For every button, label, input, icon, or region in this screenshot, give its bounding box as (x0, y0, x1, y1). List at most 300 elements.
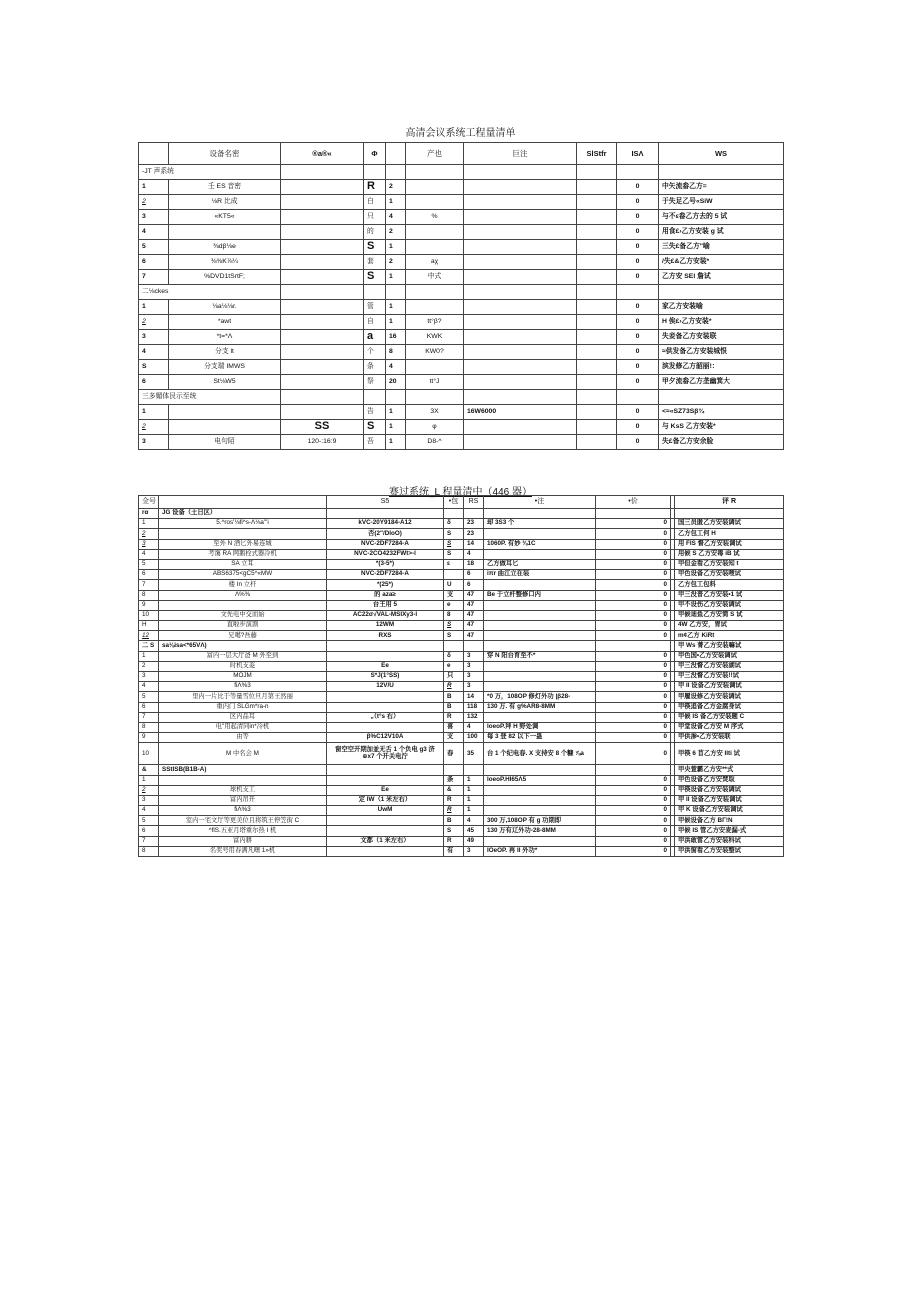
quantity: 3 (464, 682, 484, 692)
remark: 用 FIS 督乙方安装调试 (675, 539, 784, 549)
header-cell-no (139, 143, 169, 165)
row-number: 3 (139, 672, 159, 682)
table-row (139, 775, 784, 785)
quantity: 14 (464, 539, 484, 549)
device-model (281, 240, 364, 255)
note: 穿 N 阳台育至不* (484, 651, 596, 661)
remark: 甲洪窗看乙方安装整试 (675, 846, 784, 856)
table-row (139, 539, 784, 549)
header-cell: ISΛ (617, 143, 659, 165)
table-row (139, 375, 784, 390)
header-cell: •注 (484, 496, 596, 509)
table-row (139, 795, 784, 805)
row-number: 4 (139, 806, 159, 816)
device-model: NVC-2DF7284-A (327, 570, 444, 580)
unit: 条 (364, 360, 386, 375)
row-number: 6 (139, 570, 159, 580)
total: 0 (596, 692, 671, 702)
row-number: 8 (139, 722, 159, 732)
row-number: S (139, 360, 169, 375)
table-row (139, 225, 784, 240)
remark: m¢乙方 KiRt (675, 631, 784, 641)
device-name: 电句陌 (169, 435, 281, 450)
price (577, 210, 617, 225)
row-number: 6 (139, 826, 159, 836)
row-number: 4 (139, 682, 159, 692)
remark: 甲夕流畚乙方垄幽箕大 (659, 375, 784, 390)
device-name: St⅛W5 (169, 375, 281, 390)
row-number: 1 (139, 180, 169, 195)
unit: 8 (444, 610, 464, 620)
device-model (281, 300, 364, 315)
remark: 甲三没督乙方安装湖试 (675, 661, 784, 671)
table-row (139, 785, 784, 795)
device-model: 否(2"/DIoO) (327, 529, 444, 539)
device-model: β%C12V10A (327, 733, 444, 743)
quantity: 45 (464, 826, 484, 836)
total: 0 (596, 651, 671, 661)
empty-cell (281, 165, 364, 180)
note (484, 600, 596, 610)
device-name: 5.^ros'⅛fi^s-Λ⅛a"'i (159, 519, 327, 529)
unit: S (364, 420, 386, 435)
quantity: 1 (386, 300, 406, 315)
device-model (281, 375, 364, 390)
unit: 喜 (444, 722, 464, 732)
note (484, 785, 596, 795)
section-title: -JT 声系统 (139, 165, 281, 180)
table-row (139, 590, 784, 600)
remark: 甲 II 设备乙方安装调试 (675, 682, 784, 692)
table-row (139, 600, 784, 610)
device-model: NVC-2CO4232FWt>-l (327, 549, 444, 559)
device-model: SS (281, 420, 364, 435)
quantity: 3 (464, 651, 484, 661)
remark: 国三员匿乙方安装调试 (675, 519, 784, 529)
header-cell: 评 R (675, 496, 784, 509)
table-row (139, 610, 784, 620)
header-cell: Φ (364, 143, 386, 165)
remark: H 俟£›乙方安装* (659, 315, 784, 330)
note (464, 420, 577, 435)
brand: aχ (406, 255, 464, 270)
section-row (139, 765, 784, 775)
note (484, 580, 596, 590)
total: 0 (617, 330, 659, 345)
note (484, 672, 596, 682)
price (577, 300, 617, 315)
device-model: 文都（1 米左右） (327, 836, 444, 846)
row-number: 7 (139, 580, 159, 590)
quantity: 4 (464, 816, 484, 826)
device-name: 至外 N 酒匕外易连城 (159, 539, 327, 549)
device-name: 兄噶?吾藤 (159, 631, 327, 641)
unit: S (444, 549, 464, 559)
empty-cell (577, 390, 617, 405)
device-name: 里内一片比于等量雪位旦月第王然丽 (159, 692, 327, 702)
empty-cell (406, 285, 464, 300)
remark: 乙方包工包料 (675, 580, 784, 590)
unit: S (444, 631, 464, 641)
remark (675, 509, 784, 519)
remark: 甲色国•乙方安装调试 (675, 651, 784, 661)
total: 0 (617, 300, 659, 315)
remark: 失£备乙方安余脸 (659, 435, 784, 450)
device-model: UwM (327, 806, 444, 816)
device-model: 12WM (327, 621, 444, 631)
note (464, 315, 577, 330)
device-model (281, 210, 364, 225)
remark: 与 KsS 乙方安装* (659, 420, 784, 435)
device-model (281, 360, 364, 375)
quantity: 132 (464, 712, 484, 722)
quantity: 1 (386, 420, 406, 435)
unit: S (364, 240, 386, 255)
device-model (327, 775, 444, 785)
remark: 乙方包工何 H (675, 529, 784, 539)
note (484, 712, 596, 722)
unit: δ (444, 519, 464, 529)
device-name: 楼 In 立杆 (159, 580, 327, 590)
total: 0 (596, 785, 671, 795)
remark: 甲色设备乙方安焚取 (675, 775, 784, 785)
remark: 于失足乙号«SiW (659, 195, 784, 210)
row-number: 3 (139, 539, 159, 549)
quantity: 1 (386, 270, 406, 285)
device-name: 名奖号用春满凡曙 1»机 (159, 846, 327, 856)
table-row (139, 806, 784, 816)
total: 0 (617, 315, 659, 330)
device-name (159, 529, 327, 539)
quantity: 4 (386, 360, 406, 375)
table-row (139, 712, 784, 722)
unit: 个 (364, 345, 386, 360)
device-model (327, 816, 444, 826)
empty-cell (659, 165, 784, 180)
unit: δ (444, 651, 464, 661)
device-name: %DVD1tSrtF; (169, 270, 281, 285)
header-cell: RS (464, 496, 484, 509)
table-row (139, 360, 784, 375)
table-row (139, 420, 784, 435)
empty-cell (406, 390, 464, 405)
unit: 自 (364, 315, 386, 330)
remark: 甲候 IS 管乙方安麦漏-式 (675, 826, 784, 836)
device-name: ABS6375<gC5^«MW (159, 570, 327, 580)
quantity: 47 (464, 631, 484, 641)
section-title: 二⅛ckes (139, 285, 281, 300)
unit: 春 (444, 743, 464, 765)
unit: 条 (444, 775, 464, 785)
table-row (139, 661, 784, 671)
total: 0 (596, 519, 671, 529)
remark: 甲 Ws 菁乙方安装嘛试 (675, 641, 784, 651)
empty-cell (281, 285, 364, 300)
price (577, 360, 617, 375)
note (484, 836, 596, 846)
device-name: 由等 (159, 733, 327, 743)
remark: 甲候 IS 备乙方安装题 C (675, 712, 784, 722)
row-number: 1 (139, 519, 159, 529)
table-row (139, 631, 784, 641)
table1-header-row (139, 143, 784, 165)
quantity: 2 (386, 180, 406, 195)
note: 130 万有辽外功-28-8MM (484, 826, 596, 836)
note: 1060P. 有妙 ⅜1C (484, 539, 596, 549)
remark: 4W 乙方安，胃试 (675, 621, 784, 631)
device-name (159, 600, 327, 610)
note: loeoP.HI65Λ5 (484, 775, 596, 785)
row-number: 3 (139, 330, 169, 345)
note (484, 529, 596, 539)
remark: 甲洪敢雷乙方安装科试 (675, 836, 784, 846)
row-number: 12 (139, 631, 159, 641)
device-name: ⅛R 比成 (169, 195, 281, 210)
quantity: 100 (464, 733, 484, 743)
total: 0 (596, 661, 671, 671)
empty-cell (444, 641, 464, 651)
unit: S (444, 529, 464, 539)
remark: 甲但金看乙方安装知 t (675, 559, 784, 569)
unit: S (444, 826, 464, 836)
row-number: 8 (139, 846, 159, 856)
device-model (281, 330, 364, 345)
device-model (327, 722, 444, 732)
note (484, 661, 596, 671)
table-row (139, 315, 784, 330)
total: 0 (596, 826, 671, 836)
note: 却 3S3 个 (484, 519, 596, 529)
header-cell: 佥号 (139, 496, 159, 509)
header-cell: •包 (444, 496, 464, 509)
device-name (169, 420, 281, 435)
note: Be 于立杆整修口内 (484, 590, 596, 600)
device-name: ⅜⅜K⅞¼ (169, 255, 281, 270)
quantity: 1 (386, 315, 406, 330)
price (577, 195, 617, 210)
row-number: 3 (139, 795, 159, 805)
device-name: ^flS.五亚月塔重尔热 I 机 (159, 826, 327, 836)
remark: 家乙方安装喻 (659, 300, 784, 315)
note: 每 3 登 82 以下一蛊 (484, 733, 596, 743)
quantity: 1 (464, 795, 484, 805)
table-row (139, 300, 784, 315)
unit: R (444, 795, 464, 805)
table-row (139, 255, 784, 270)
section-number: 二 S (139, 641, 159, 651)
row-number: H (139, 621, 159, 631)
device-model (327, 846, 444, 856)
empty-cell (484, 509, 596, 519)
row-number: 2 (139, 315, 169, 330)
section-title: JG 设备（土日区） (159, 509, 327, 519)
total: 0 (596, 743, 671, 765)
unit: 管 (364, 300, 386, 315)
header-cell: 产也 (406, 143, 464, 165)
total: 0 (596, 580, 671, 590)
device-name: 区内品耳 (159, 712, 327, 722)
price (577, 405, 617, 420)
note (464, 360, 577, 375)
section-title: SStISB(B1B-A) (159, 765, 327, 775)
quantity: 1 (386, 240, 406, 255)
note: IOeOP. 再 II 外功* (484, 846, 596, 856)
table2-header-row (139, 496, 784, 509)
device-model: „（t°s 右） (327, 712, 444, 722)
unit: R (444, 836, 464, 846)
quantity: 23 (464, 529, 484, 539)
device-model: S*J(1°SS) (327, 672, 444, 682)
device-model: 12V/U (327, 682, 444, 692)
section-row (139, 390, 784, 405)
quantity: 16 (386, 330, 406, 345)
total: 0 (596, 806, 671, 816)
note: 300 万,108OP 有 g 功期即 (484, 816, 596, 826)
row-number: 4 (139, 345, 169, 360)
total: 0 (596, 682, 671, 692)
note: iπr 曲江立在装 (484, 570, 596, 580)
section-row (139, 641, 784, 651)
quantity: 47 (464, 621, 484, 631)
quantity: 20 (386, 375, 406, 390)
total: 0 (596, 590, 671, 600)
price (577, 225, 617, 240)
quantity: 3 (464, 661, 484, 671)
empty-cell (327, 765, 444, 775)
row-number: 5 (139, 692, 159, 702)
empty-cell (327, 641, 444, 651)
brand: 中式 (406, 270, 464, 285)
empty-cell (444, 509, 464, 519)
total: 0 (617, 195, 659, 210)
section-row (139, 165, 784, 180)
brand: D8-^ (406, 435, 464, 450)
unit: ε (444, 559, 464, 569)
quantity: 18 (464, 559, 484, 569)
table-row (139, 405, 784, 420)
total: 0 (596, 570, 671, 580)
total: 0 (617, 180, 659, 195)
price (577, 240, 617, 255)
row-number: 5 (139, 816, 159, 826)
quantity: 3 (464, 672, 484, 682)
unit: 祭 (364, 375, 386, 390)
device-name: ⅛a⅛⅛r. (169, 300, 281, 315)
device-model (281, 405, 364, 420)
quantity: 4 (386, 210, 406, 225)
device-model (281, 255, 364, 270)
note: 台 1 个纪电春. X 支持安 8 个糠 ⅞a (484, 743, 596, 765)
device-model: RXS (327, 631, 444, 641)
quantity: 4 (464, 549, 484, 559)
brand: tt°J (406, 375, 464, 390)
unit: S (444, 621, 464, 631)
remark: 甲供渗•乙方安装联 (675, 733, 784, 743)
unit: 只 (364, 210, 386, 225)
device-model: 窗空空开期加並无舌 1 个负电 g3 济⊕x7 个开关电泞 (327, 743, 444, 765)
device-name: 壬 ES 音密 (169, 180, 281, 195)
remark: 甲堂设备乙方安 M 序式 (675, 722, 784, 732)
section-row (139, 285, 784, 300)
table1-title: 高清会议系统工程量清单 (405, 128, 516, 139)
table-row (139, 330, 784, 345)
quantity: 1 (386, 405, 406, 420)
device-name: 分支 lt (169, 345, 281, 360)
row-number: 2 (139, 661, 159, 671)
total: 0 (596, 610, 671, 620)
unit: R (364, 180, 386, 195)
device-name: fiΛ%3 (159, 682, 327, 692)
brand: KWK (406, 330, 464, 345)
unit: & (444, 785, 464, 795)
note (484, 795, 596, 805)
device-name: ⅜dβ⅛e (169, 240, 281, 255)
unit: 只 (444, 672, 464, 682)
device-name: 室内一宅文厅等更美位且将筑王停笠街 C (159, 816, 327, 826)
total: 0 (596, 816, 671, 826)
table-row (139, 240, 784, 255)
empty-cell (659, 390, 784, 405)
device-name: SA 立耳 (159, 559, 327, 569)
total: 0 (617, 270, 659, 285)
device-name: 富内一层大厅爸 M 外至到 (159, 651, 327, 661)
total: 0 (596, 722, 671, 732)
device-model: AC22σ√VAL-MSIXy3-l (327, 610, 444, 620)
empty-cell (444, 765, 464, 775)
device-model: *(3-5*) (327, 559, 444, 569)
device-name: 分支瑞 IMWS (169, 360, 281, 375)
total: 0 (617, 345, 659, 360)
empty-cell (617, 390, 659, 405)
price (577, 435, 617, 450)
header-cell: 巨注 (464, 143, 577, 165)
note: 130 万. 有 g%AR8-8MM (484, 702, 596, 712)
table-row (139, 682, 784, 692)
device-model: 的 aza≥ (327, 590, 444, 600)
note: 16W6000 (464, 405, 577, 420)
note (464, 180, 577, 195)
device-name: 电"用起清同in*冷机 (159, 722, 327, 732)
table-row (139, 672, 784, 682)
row-number: 4 (139, 225, 169, 240)
device-model: 台王用 5 (327, 600, 444, 610)
price (577, 315, 617, 330)
empty-cell (464, 390, 577, 405)
row-number: 4 (139, 549, 159, 559)
quantity: 2 (386, 225, 406, 240)
device-model: 定 IW（1 米左右） (327, 795, 444, 805)
remark: 甲 K 设备乙方安装调试 (675, 806, 784, 816)
brand (406, 240, 464, 255)
quantity: 1 (386, 435, 406, 450)
device-name (169, 225, 281, 240)
quantity: 23 (464, 519, 484, 529)
brand (406, 300, 464, 315)
section-row (139, 509, 784, 519)
device-name: «KT5« (169, 210, 281, 225)
row-number: 9 (139, 733, 159, 743)
device-model (281, 315, 364, 330)
device-name (169, 405, 281, 420)
table-row (139, 702, 784, 712)
empty-cell (464, 165, 577, 180)
table-row (139, 846, 784, 856)
section-number: rα (139, 509, 159, 519)
table-row (139, 435, 784, 450)
empty-cell (596, 509, 671, 519)
remark: 甲候迪鱼乙方安简 S 试 (675, 610, 784, 620)
total: 0 (596, 795, 671, 805)
